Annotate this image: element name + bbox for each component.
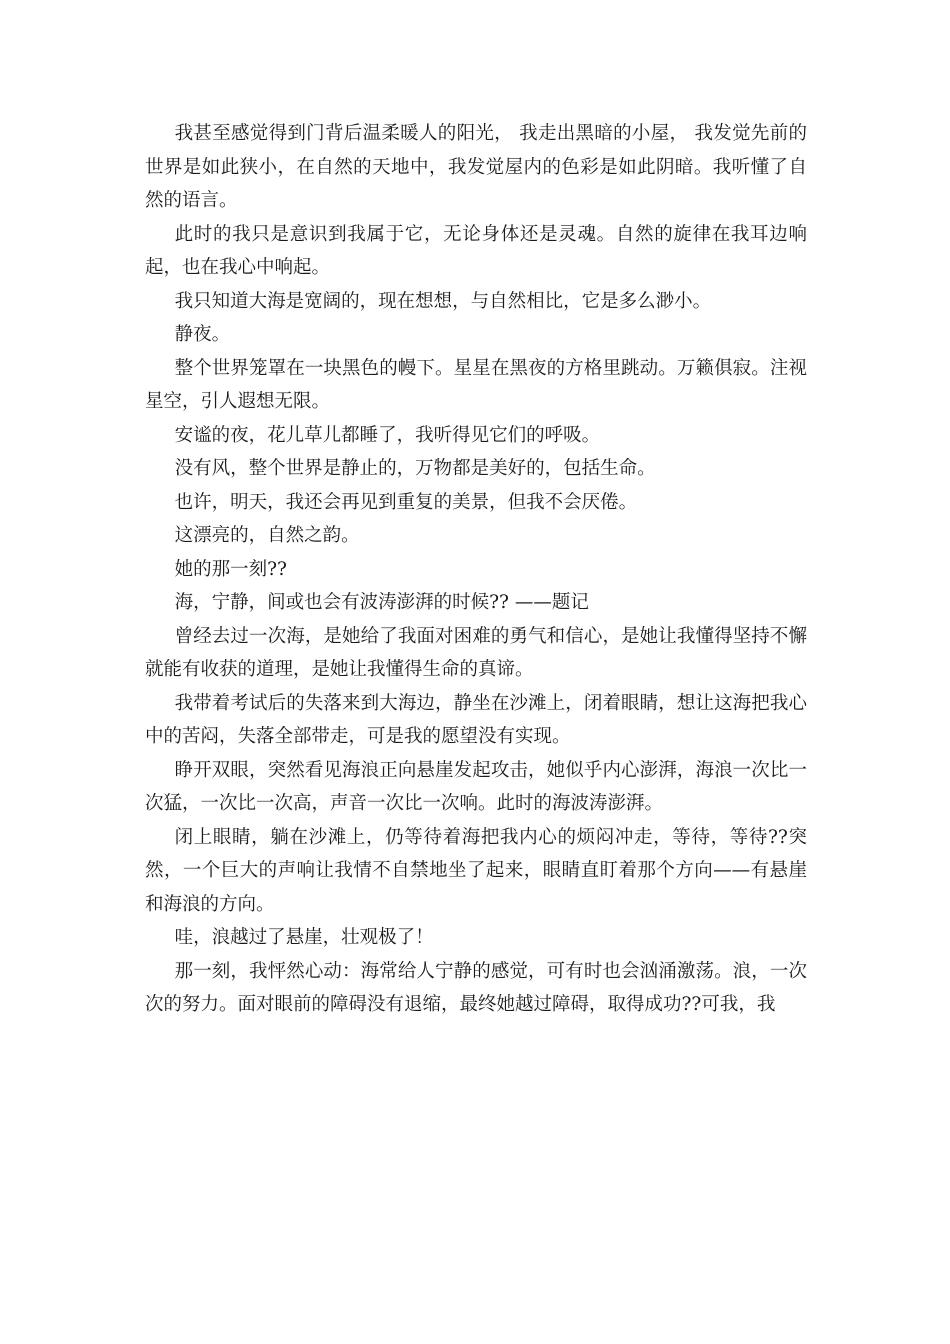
paragraph: 也许，明天，我还会再见到重复的美景，但我不会厌倦。 <box>174 491 638 513</box>
document-body <box>145 117 807 1022</box>
paragraph: 那一刻，我怦然心动：海常给人宁静的感觉，可有时也会汹涌激荡。浪，一次次的努力。面对眼前的障碍没有退缩，最终她越过障碍，取得成功??可我，我 <box>145 960 807 1015</box>
paragraph: 我带着考试后的失落来到大海边，静坐在沙滩上，闭着眼睛，想让这海把我心中的苦闷，失落全部带走，可是我的愿望没有实现。 <box>145 692 807 747</box>
paragraph: 睁开双眼，突然看见海浪正向悬崖发起攻击，她似乎内心澎湃，海浪一次比一次猛，一次比一次高，声音一次比一次响。此时的海波涛澎湃。 <box>145 759 807 814</box>
paragraph: 此时的我只是意识到我属于它，无论身体还是灵魂。自然的旋律在我耳边响起，也在我心中响起。 <box>145 223 807 278</box>
paragraph: 静夜。 <box>174 324 231 345</box>
paragraph: 整个世界笼罩在一块黑色的幔下。星星在黑夜的方格里跳动。万籁俱寂。注视星空，引人遐想无限。 <box>145 357 807 412</box>
epigraph: 海，宁静，间或也会有波涛澎湃的时候?? ——题记 <box>174 592 589 613</box>
paragraph: 我甚至感觉得到门背后温柔暖人的阳光， 我走出黑暗的小屋， 我发觉先前的世界是如此狭小，在自然的天地中，我发觉屋内的色彩是如此阴暗。我听懂了自然的语言。 <box>145 123 807 211</box>
paragraph: 我只知道大海是宽阔的，现在想想，与自然相比，它是多么渺小。 <box>174 290 712 312</box>
paragraph: 闭上眼睛，躺在沙滩上，仍等待着海把我内心的烦闷冲走，等待，等待??突然，一个巨大的声响让我情不自禁地坐了起来，眼睛直盯着那个方向——有悬崖和海浪的方向。 <box>145 826 807 915</box>
paragraph: 没有风，整个世界是静止的，万物都是美好的，包括生命。 <box>174 458 656 479</box>
paragraph: 哇，浪越过了悬崖，壮观极了！ <box>174 927 434 948</box>
section-title: 她的那一刻?? <box>174 558 287 580</box>
paragraph: 安谧的夜，花儿草儿都睡了，我听得见它们的呼吸。 <box>174 424 601 446</box>
paragraph: 曾经去过一次海，是她给了我面对困难的勇气和信心，是她让我懂得坚持不懈就能有收获的道理，是她让我懂得生命的真谛。 <box>145 625 807 680</box>
paragraph: 这漂亮的，自然之韵。 <box>174 525 360 546</box>
